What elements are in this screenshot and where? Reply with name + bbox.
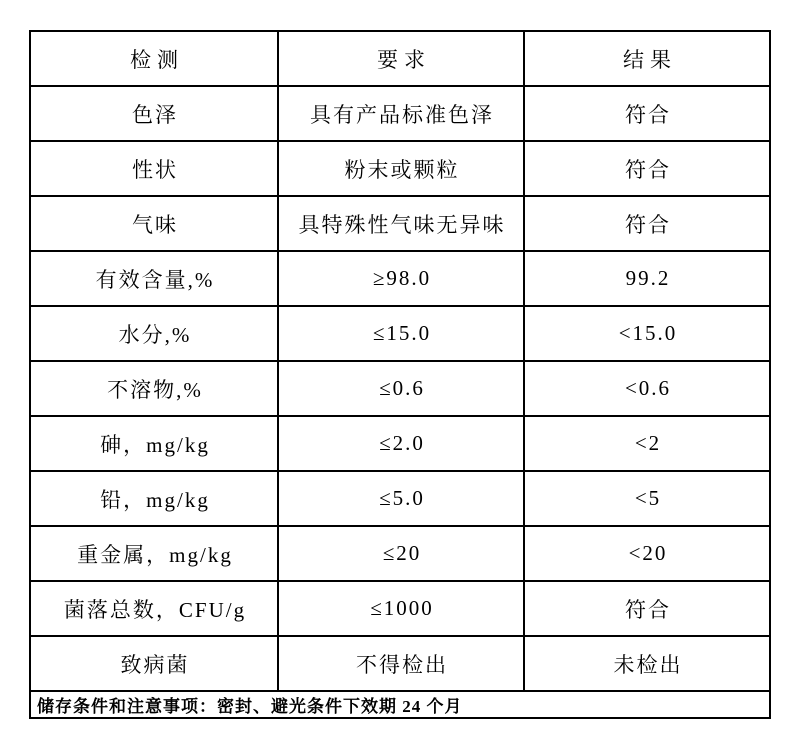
requirement-cell: 不得检出 <box>278 636 524 691</box>
result-cell: <20 <box>524 526 770 581</box>
table-row <box>30 471 770 526</box>
item-cell: 色泽 <box>30 86 278 141</box>
requirement-cell: ≤20 <box>278 526 524 581</box>
table-row <box>30 526 770 581</box>
requirement-cell: ≤5.0 <box>278 471 524 526</box>
item-cell: 性状 <box>30 141 278 196</box>
result-cell: <0.6 <box>524 361 770 416</box>
column-header-requirement: 要求 <box>278 31 524 86</box>
result-cell: <2 <box>524 416 770 471</box>
item-cell: 铅，mg/kg <box>30 471 278 526</box>
item-cell: 重金属，mg/kg <box>30 526 278 581</box>
item-cell: 气味 <box>30 196 278 251</box>
table-row <box>30 86 770 141</box>
requirement-cell: ≤2.0 <box>278 416 524 471</box>
requirement-cell: ≥98.0 <box>278 251 524 306</box>
storage-note: 储存条件和注意事项：密封、避光条件下效期 24 个月 <box>30 691 770 718</box>
item-cell: 有效含量,% <box>30 251 278 306</box>
item-cell: 砷，mg/kg <box>30 416 278 471</box>
table-header-row <box>30 31 770 86</box>
requirement-cell: 具有产品标准色泽 <box>278 86 524 141</box>
result-cell: 未检出 <box>524 636 770 691</box>
table-row <box>30 196 770 251</box>
inspection-table <box>29 30 771 719</box>
result-cell: 符合 <box>524 581 770 636</box>
result-cell: 符合 <box>524 86 770 141</box>
requirement-cell: ≤1000 <box>278 581 524 636</box>
result-cell: <15.0 <box>524 306 770 361</box>
column-header-result: 结果 <box>524 31 770 86</box>
table-row <box>30 251 770 306</box>
table-row <box>30 306 770 361</box>
table-row <box>30 361 770 416</box>
requirement-cell: 具特殊性气味无异味 <box>278 196 524 251</box>
item-cell: 水分,% <box>30 306 278 361</box>
result-cell: 99.2 <box>524 251 770 306</box>
table-row <box>30 636 770 691</box>
requirement-cell: 粉末或颗粒 <box>278 141 524 196</box>
result-cell: 符合 <box>524 196 770 251</box>
result-cell: 符合 <box>524 141 770 196</box>
result-cell: <5 <box>524 471 770 526</box>
requirement-cell: ≤15.0 <box>278 306 524 361</box>
table-footer-row <box>30 691 770 718</box>
item-cell: 不溶物,% <box>30 361 278 416</box>
table-row <box>30 141 770 196</box>
column-header-item: 检测 <box>30 31 278 86</box>
item-cell: 致病菌 <box>30 636 278 691</box>
item-cell: 菌落总数，CFU/g <box>30 581 278 636</box>
table-row <box>30 581 770 636</box>
requirement-cell: ≤0.6 <box>278 361 524 416</box>
table-row <box>30 416 770 471</box>
